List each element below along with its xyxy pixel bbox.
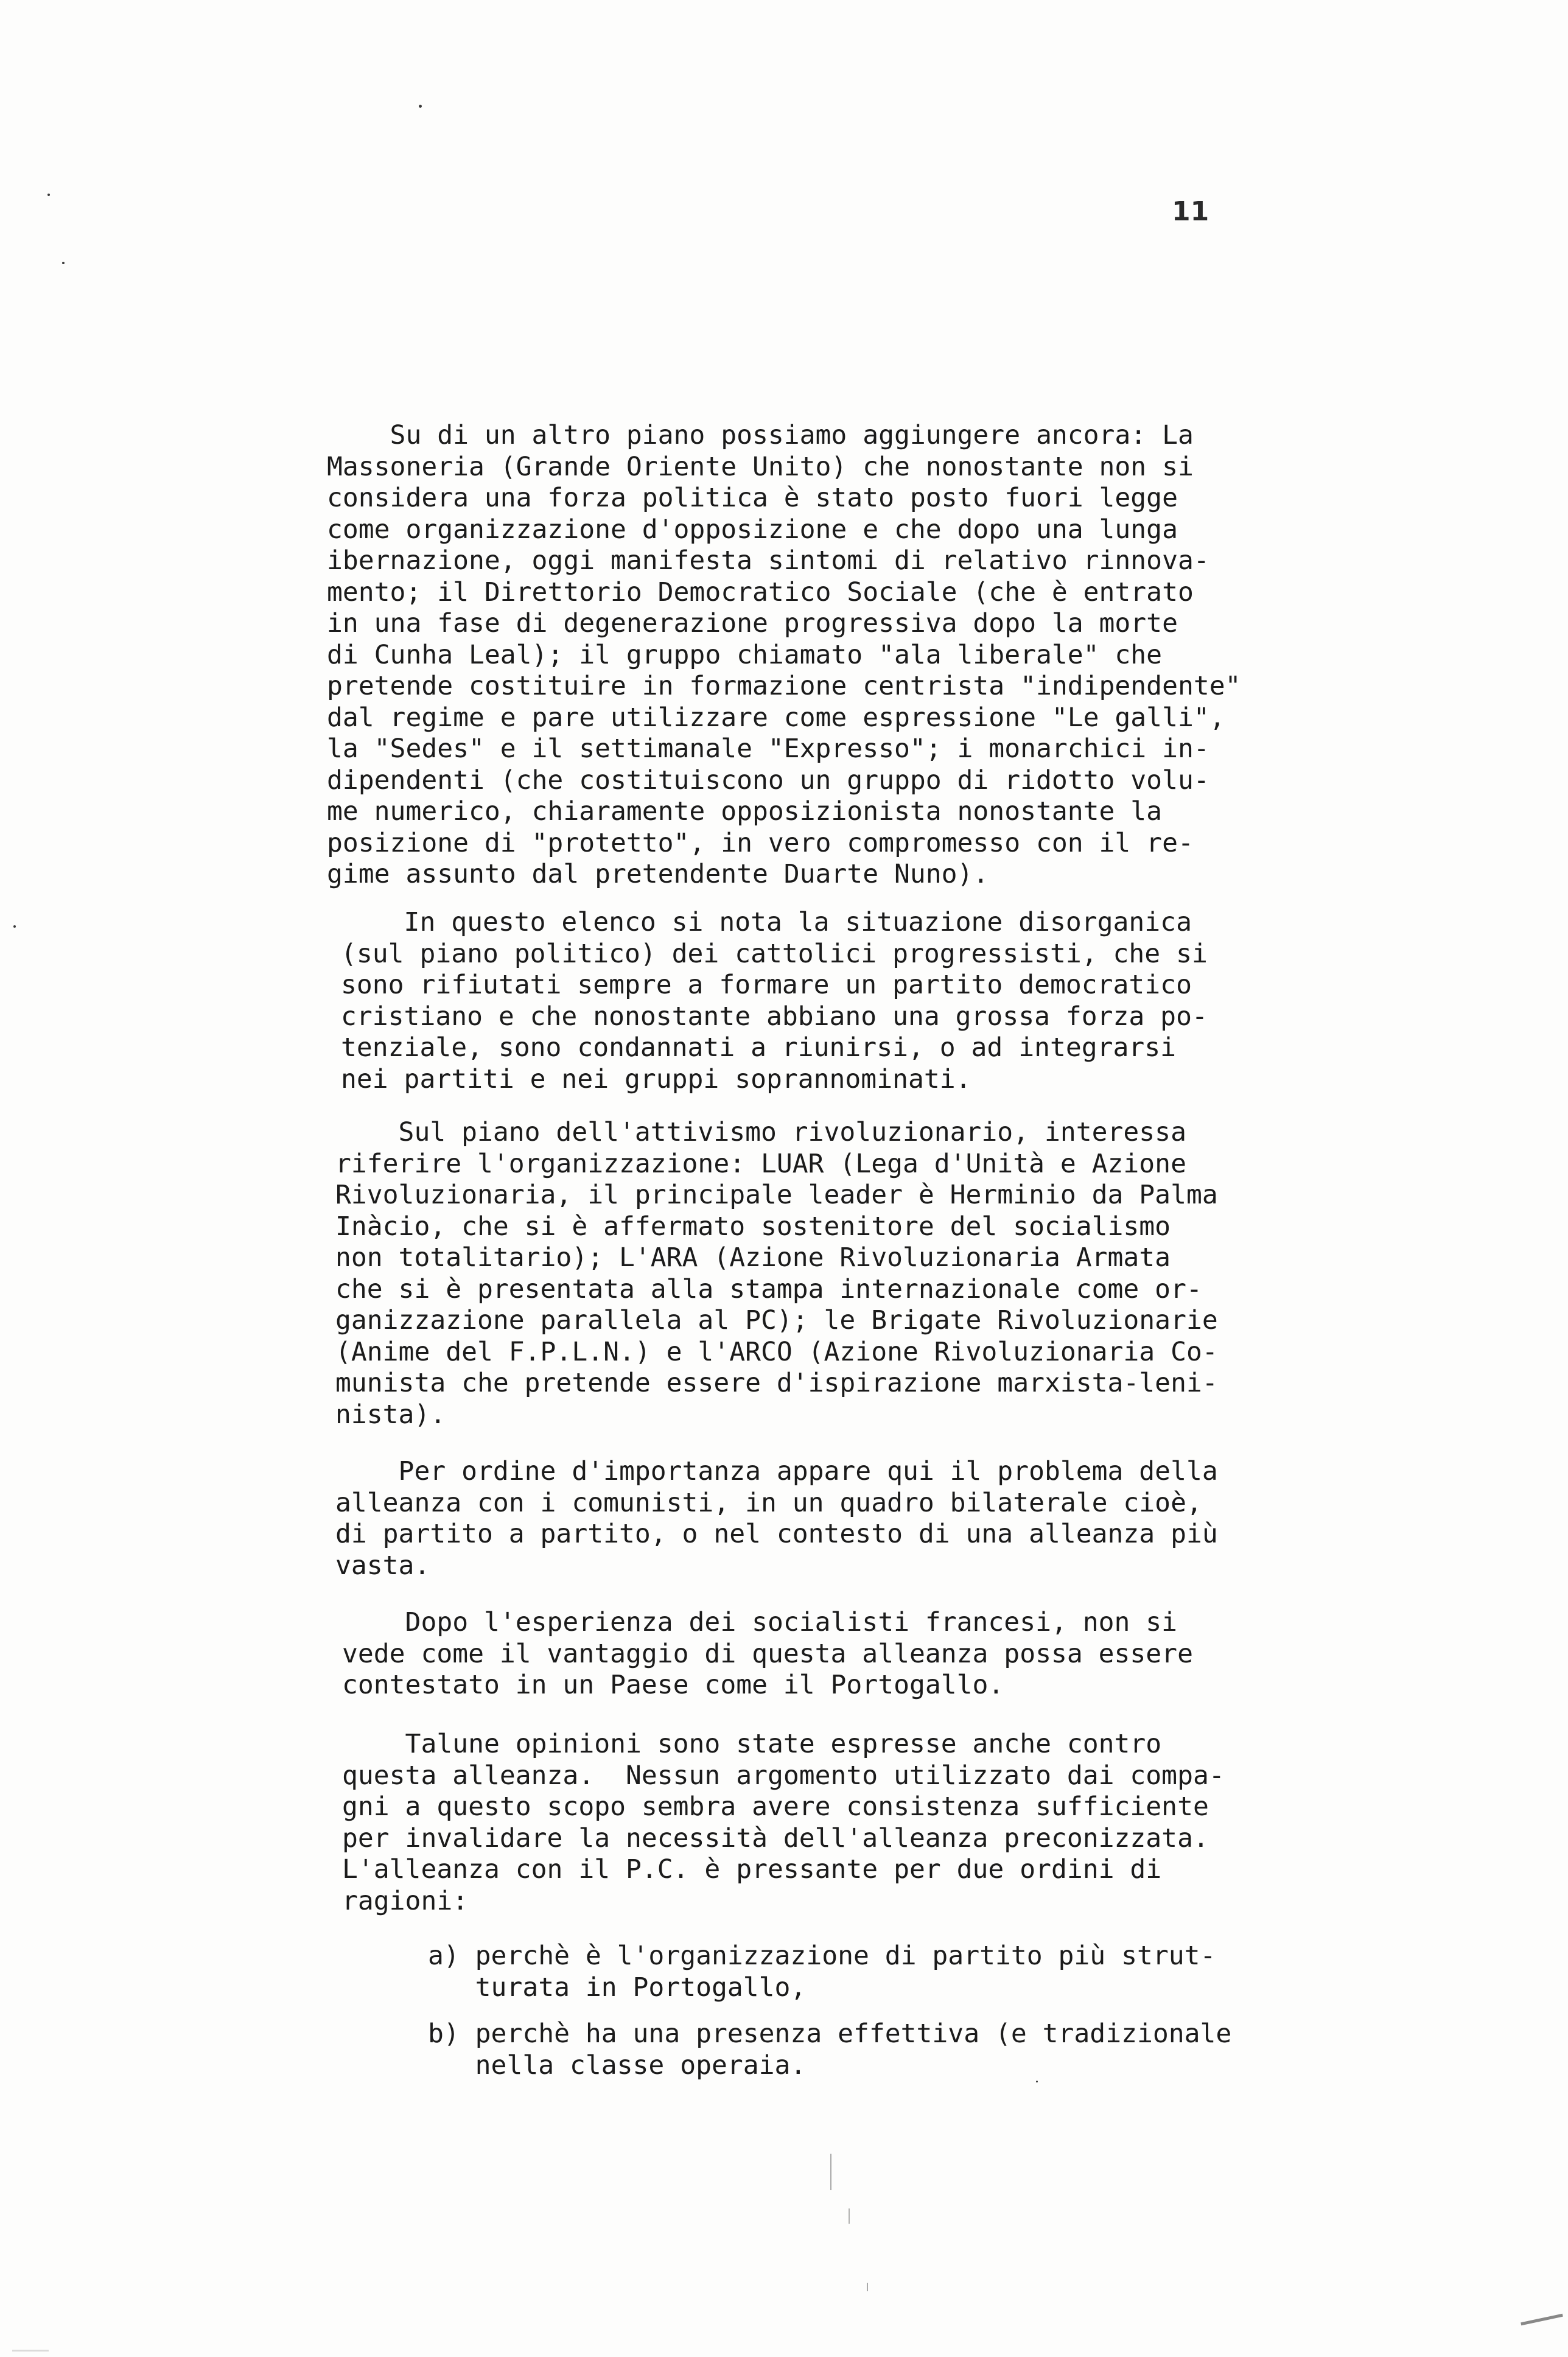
paragraph-massoneria <box>327 420 1423 891</box>
text-line: In questo elenco si nota la situazione disorganica <box>341 907 1192 937</box>
scan-speck <box>47 194 50 196</box>
text-line: nista). <box>335 1399 446 1430</box>
text-line: come organizzazione d'opposizione e che dopo una lunga <box>327 514 1178 545</box>
scan-scratch <box>830 2154 831 2190</box>
text-line: Inàcio, che si è affermato sostenitore del socialismo <box>335 1211 1171 1242</box>
text-line: Su di un altro piano possiamo aggiungere ancora: La <box>327 420 1194 450</box>
text-line: Rivoluzionaria, il principale leader è Herminio da Palma <box>335 1180 1218 1210</box>
text-line: gni a questo scopo sembra avere consistenza sufficiente <box>342 1791 1209 1822</box>
scan-speck <box>62 262 65 264</box>
scan-speck <box>419 105 422 108</box>
text-line: considera una forza politica è stato posto fuori legge <box>327 483 1178 513</box>
text-line: dipendenti (che costituiscono un gruppo di ridotto volu- <box>327 765 1209 796</box>
text-line: posizione di "protetto", in vero compromesso con il re- <box>327 827 1194 858</box>
text-line: Sul piano dell'attivismo rivoluzionario, interessa <box>335 1117 1186 1147</box>
page-number: 11 <box>1172 196 1209 227</box>
scan-speck <box>13 925 16 928</box>
list-item-line: nella classe operaia. <box>428 2050 807 2081</box>
text-line: riferire l'organizzazione: LUAR (Lega d'Unità e Azione <box>335 1148 1186 1179</box>
text-line: gime assunto dal pretendente Duarte Nuno). <box>327 859 989 889</box>
text-line: munista che pretende essere d'ispirazione marxista-leni- <box>335 1368 1218 1398</box>
text-line: Per ordine d'importanza appare qui il problema della <box>335 1456 1218 1487</box>
text-line: cristiano e che nonostante abbiano una grossa forza po- <box>341 1001 1208 1032</box>
list-item-b <box>428 2019 1524 2081</box>
list-item-a <box>428 1941 1524 2003</box>
text-line: vede come il vantaggio di questa alleanza possa essere <box>342 1638 1193 1669</box>
text-line: sono rifiutati sempre a formare un partito democratico <box>341 970 1192 1000</box>
list-item-line: a) perchè è l'organizzazione di partito più strut- <box>428 1941 1216 1971</box>
paragraph-alleanza-comunisti <box>335 1456 1431 1581</box>
text-line: alleanza con i comunisti, in un quadro bilaterale cioè, <box>335 1487 1202 1518</box>
text-line: (sul piano politico) dei cattolici progressisti, che si <box>341 938 1208 969</box>
text-line: dal regime e pare utilizzare come espressione "Le galli", <box>327 702 1225 733</box>
text-line: me numerico, chiaramente opposizionista nonostante la <box>327 796 1163 827</box>
scan-scratch <box>867 2283 868 2291</box>
paragraph-opinioni <box>342 1729 1438 1917</box>
paragraph-cattolici <box>341 907 1437 1095</box>
text-line: Dopo l'esperienza dei socialisti francesi, non si <box>342 1607 1178 1637</box>
list-item-line: turata in Portogallo, <box>428 1972 807 2003</box>
text-line: mento; il Direttorio Democratico Sociale (che è entrato <box>327 576 1194 608</box>
text-line: questa alleanza. Nessun argomento utilizzato dai compa- <box>342 1760 1225 1791</box>
text-line: contestato in un Paese come il Portogallo. <box>342 1670 1004 1700</box>
text-line: non totalitario); L'ARA (Azione Rivoluzionaria Armata <box>335 1242 1171 1273</box>
text-line: in una fase di degenerazione progressiva dopo la morte <box>327 608 1178 639</box>
text-line: la "Sedes" e il settimanale "Expresso"; i monarchici in- <box>327 734 1209 764</box>
text-line: Massoneria (Grande Oriente Unito) che nonostante non si <box>327 451 1194 482</box>
scan-scratch <box>849 2208 850 2224</box>
text-line: Talune opinioni sono state espresse anche contro <box>342 1729 1162 1759</box>
paragraph-socialisti-francesi <box>342 1607 1438 1701</box>
text-line: pretende costituire in formazione centrista "indipendente" <box>327 671 1241 701</box>
list-item-line: b) perchè ha una presenza effettiva (e tradizionale <box>428 2019 1232 2049</box>
text-line: nei partiti e nei gruppi soprannominati. <box>341 1063 971 1094</box>
text-line: di Cunha Leal); il gruppo chiamato "ala liberale" che <box>327 639 1163 670</box>
text-line: tenziale, sono condannati a riunirsi, o ad integrarsi <box>341 1032 1177 1063</box>
reasons-list <box>428 1941 1524 2081</box>
scan-scratch <box>1521 2314 1563 2325</box>
text-line: di partito a partito, o nel contesto di una alleanza più <box>335 1519 1218 1549</box>
text-line: per invalidare la necessità dell'alleanza preconizzata. <box>342 1823 1209 1854</box>
text-line: ragioni: <box>342 1885 469 1916</box>
text-line: ganizzazione parallela al PC); le Brigate Rivoluzionarie <box>335 1305 1218 1336</box>
text-line: che si è presentata alla stampa internazionale come or- <box>335 1273 1202 1305</box>
text-line: vasta. <box>335 1550 430 1581</box>
text-line: L'alleanza con il P.C. è pressante per due ordini di <box>342 1854 1162 1885</box>
text-line: (Anime del F.P.L.N.) e l'ARCO (Azione Rivoluzionaria Co- <box>335 1336 1218 1367</box>
scan-scratch <box>12 2350 49 2352</box>
paragraph-attivismo <box>335 1117 1431 1431</box>
text-line: ibernazione, oggi manifesta sintomi di relativo rinnova- <box>327 545 1209 576</box>
scan-speck <box>1036 2081 1038 2082</box>
